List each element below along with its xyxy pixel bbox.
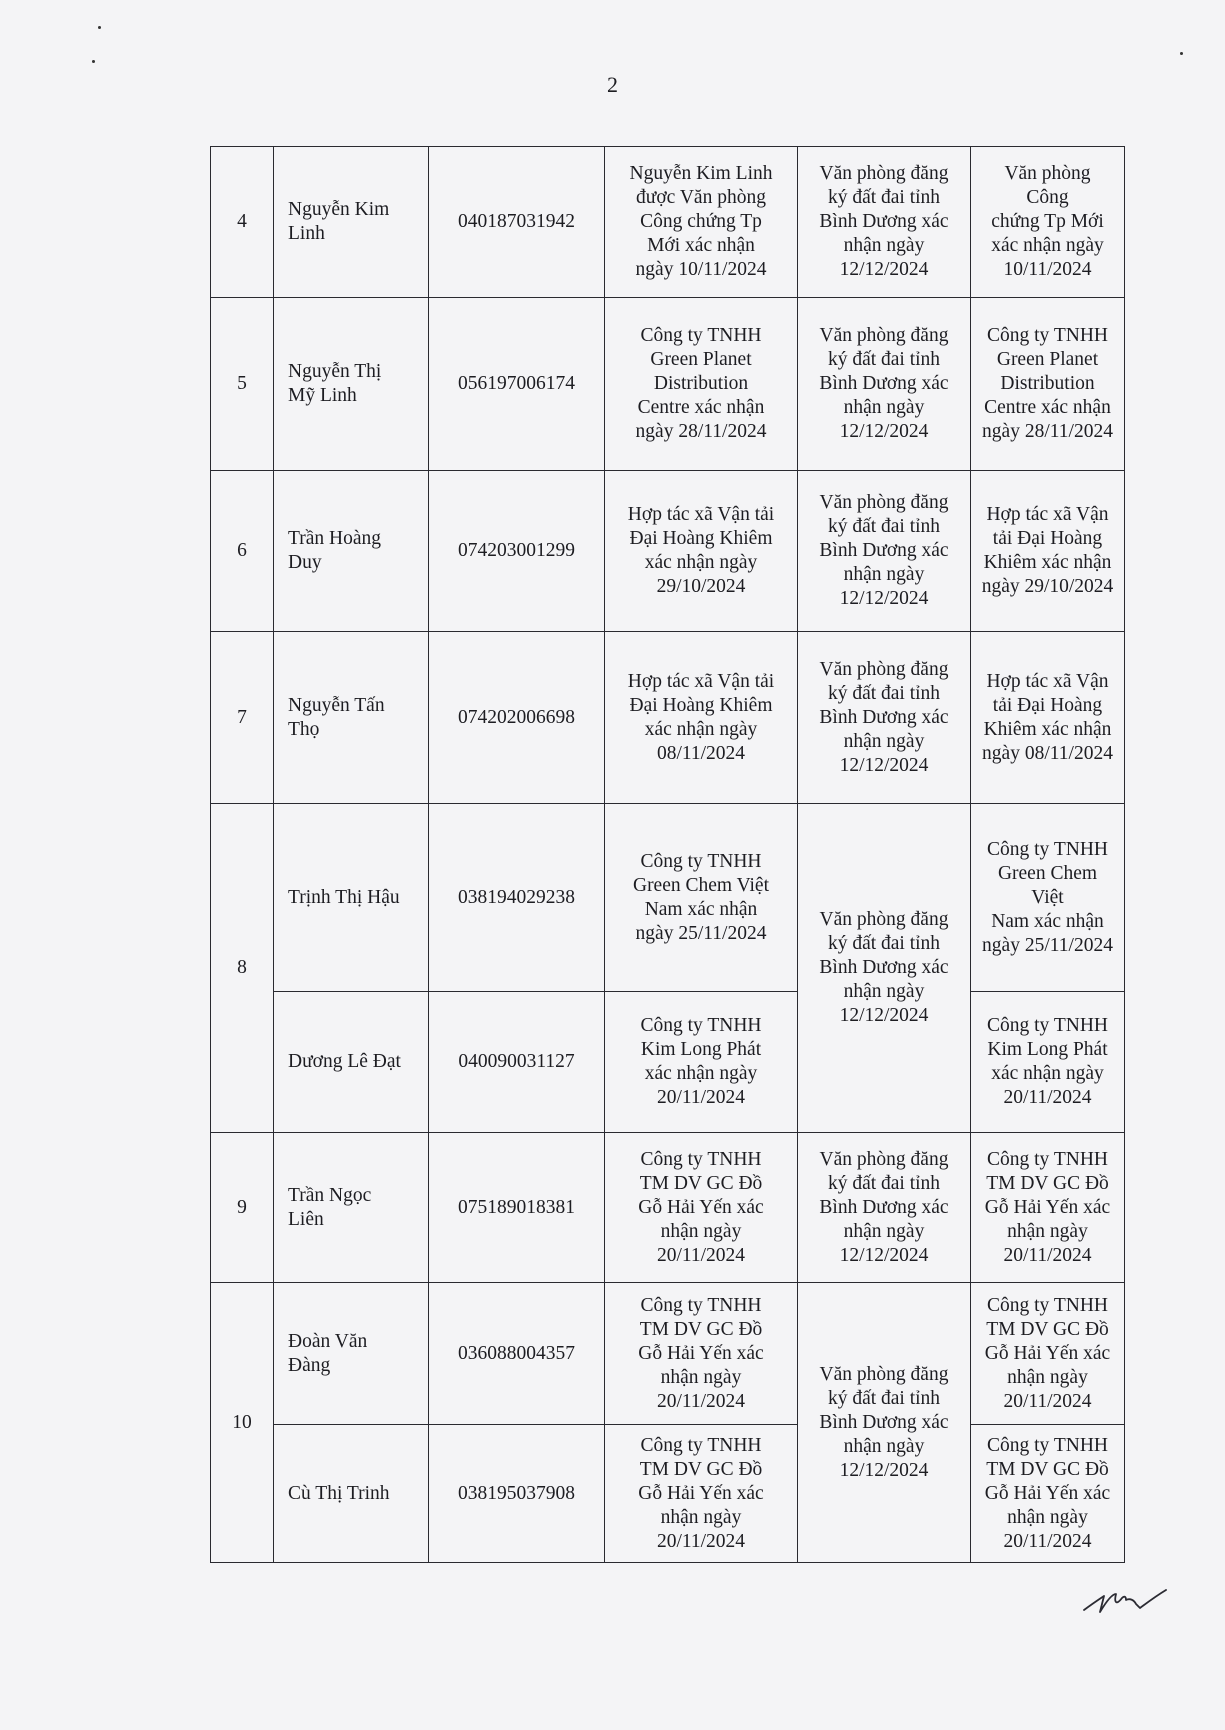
land-office-confirmation: Văn phòng đăng ký đất đai tỉnh Bình Dương xác nhận ngày 12/12/2024 xyxy=(798,147,971,298)
table-row xyxy=(211,1283,1125,1425)
id-number: 036088004357 xyxy=(429,1283,605,1425)
id-number: 075189018381 xyxy=(429,1133,605,1283)
table-row xyxy=(211,992,1125,1133)
confirmation-source: Công ty TNHH TM DV GC Đồ Gỗ Hải Yến xác nhận ngày 20/11/2024 xyxy=(605,1283,798,1425)
confirmation-detail: Văn phòng Công chứng Tp Mới xác nhận ngày 10/11/2024 xyxy=(971,147,1125,298)
person-name: Trịnh Thị Hậu xyxy=(274,804,429,992)
land-office-confirmation: Văn phòng đăng ký đất đai tỉnh Bình Dương xác nhận ngày 12/12/2024 xyxy=(798,804,971,1133)
row-number: 8 xyxy=(211,804,274,1133)
id-number: 040187031942 xyxy=(429,147,605,298)
confirmation-table xyxy=(210,146,1125,1563)
confirmation-detail: Công ty TNHH TM DV GC Đồ Gỗ Hải Yến xác nhận ngày 20/11/2024 xyxy=(971,1133,1125,1283)
row-number: 9 xyxy=(211,1133,274,1283)
land-office-confirmation: Văn phòng đăng ký đất đai tỉnh Bình Dương xác nhận ngày 12/12/2024 xyxy=(798,298,971,471)
confirmation-detail: Hợp tác xã Vận tải Đại Hoàng Khiêm xác nhận ngày 08/11/2024 xyxy=(971,632,1125,804)
table-row xyxy=(211,1425,1125,1563)
confirmation-source: Công ty TNHH Kim Long Phát xác nhận ngày 20/11/2024 xyxy=(605,992,798,1133)
land-office-confirmation: Văn phòng đăng ký đất đai tỉnh Bình Dương xác nhận ngày 12/12/2024 xyxy=(798,1133,971,1283)
confirmation-source: Công ty TNHH TM DV GC Đồ Gỗ Hải Yến xác nhận ngày 20/11/2024 xyxy=(605,1133,798,1283)
table-row xyxy=(211,804,1125,992)
confirmation-source: Công ty TNHH Green Planet Distribution Centre xác nhận ngày 28/11/2024 xyxy=(605,298,798,471)
scan-speck xyxy=(98,26,101,29)
row-number: 6 xyxy=(211,471,274,632)
person-name: Dương Lê Đạt xyxy=(274,992,429,1133)
confirmation-source: Công ty TNHH TM DV GC Đồ Gỗ Hải Yến xác nhận ngày 20/11/2024 xyxy=(605,1425,798,1563)
scan-speck xyxy=(1180,52,1183,55)
person-name: Nguyễn Tấn Thọ xyxy=(274,632,429,804)
confirmation-detail: Hợp tác xã Vận tải Đại Hoàng Khiêm xác nhận ngày 29/10/2024 xyxy=(971,471,1125,632)
id-number: 038195037908 xyxy=(429,1425,605,1563)
land-office-confirmation: Văn phòng đăng ký đất đai tỉnh Bình Dương xác nhận ngày 12/12/2024 xyxy=(798,1283,971,1563)
row-number: 4 xyxy=(211,147,274,298)
table-row xyxy=(211,632,1125,804)
confirmation-detail: Công ty TNHH TM DV GC Đồ Gỗ Hải Yến xác nhận ngày 20/11/2024 xyxy=(971,1283,1125,1425)
person-name: Cù Thị Trinh xyxy=(274,1425,429,1563)
land-office-confirmation: Văn phòng đăng ký đất đai tỉnh Bình Dương xác nhận ngày 12/12/2024 xyxy=(798,632,971,804)
id-number: 074202006698 xyxy=(429,632,605,804)
table-row xyxy=(211,298,1125,471)
confirmation-detail: Công ty TNHH Kim Long Phát xác nhận ngày 20/11/2024 xyxy=(971,992,1125,1133)
person-name: Trần Ngọc Liên xyxy=(274,1133,429,1283)
table-row xyxy=(211,1133,1125,1283)
row-number: 5 xyxy=(211,298,274,471)
row-number: 7 xyxy=(211,632,274,804)
person-name: Trần Hoàng Duy xyxy=(274,471,429,632)
id-number: 040090031127 xyxy=(429,992,605,1133)
person-name: Đoàn Văn Đàng xyxy=(274,1283,429,1425)
confirmation-source: Nguyễn Kim Linh được Văn phòng Công chứng Tp Mới xác nhận ngày 10/11/2024 xyxy=(605,147,798,298)
confirmation-source: Công ty TNHH Green Chem Việt Nam xác nhận ngày 25/11/2024 xyxy=(605,804,798,992)
person-name: Nguyễn Kim Linh xyxy=(274,147,429,298)
id-number: 038194029238 xyxy=(429,804,605,992)
scan-speck xyxy=(92,60,95,63)
id-number: 074203001299 xyxy=(429,471,605,632)
confirmation-source: Hợp tác xã Vận tải Đại Hoàng Khiêm xác nhận ngày 08/11/2024 xyxy=(605,632,798,804)
confirmation-source: Hợp tác xã Vận tải Đại Hoàng Khiêm xác nhận ngày 29/10/2024 xyxy=(605,471,798,632)
confirmation-detail: Công ty TNHH Green Planet Distribution Centre xác nhận ngày 28/11/2024 xyxy=(971,298,1125,471)
page-number: 2 xyxy=(607,72,618,97)
row-number: 10 xyxy=(211,1283,274,1563)
confirmation-detail: Công ty TNHH TM DV GC Đồ Gỗ Hải Yến xác nhận ngày 20/11/2024 xyxy=(971,1425,1125,1563)
land-office-confirmation: Văn phòng đăng ký đất đai tỉnh Bình Dương xác nhận ngày 12/12/2024 xyxy=(798,471,971,632)
id-number: 056197006174 xyxy=(429,298,605,471)
person-name: Nguyễn Thị Mỹ Linh xyxy=(274,298,429,471)
table-row xyxy=(211,147,1125,298)
confirmation-detail: Công ty TNHH Green Chem Việt Nam xác nhận ngày 25/11/2024 xyxy=(971,804,1125,992)
handwritten-signature xyxy=(1080,1582,1170,1622)
table-row xyxy=(211,471,1125,632)
